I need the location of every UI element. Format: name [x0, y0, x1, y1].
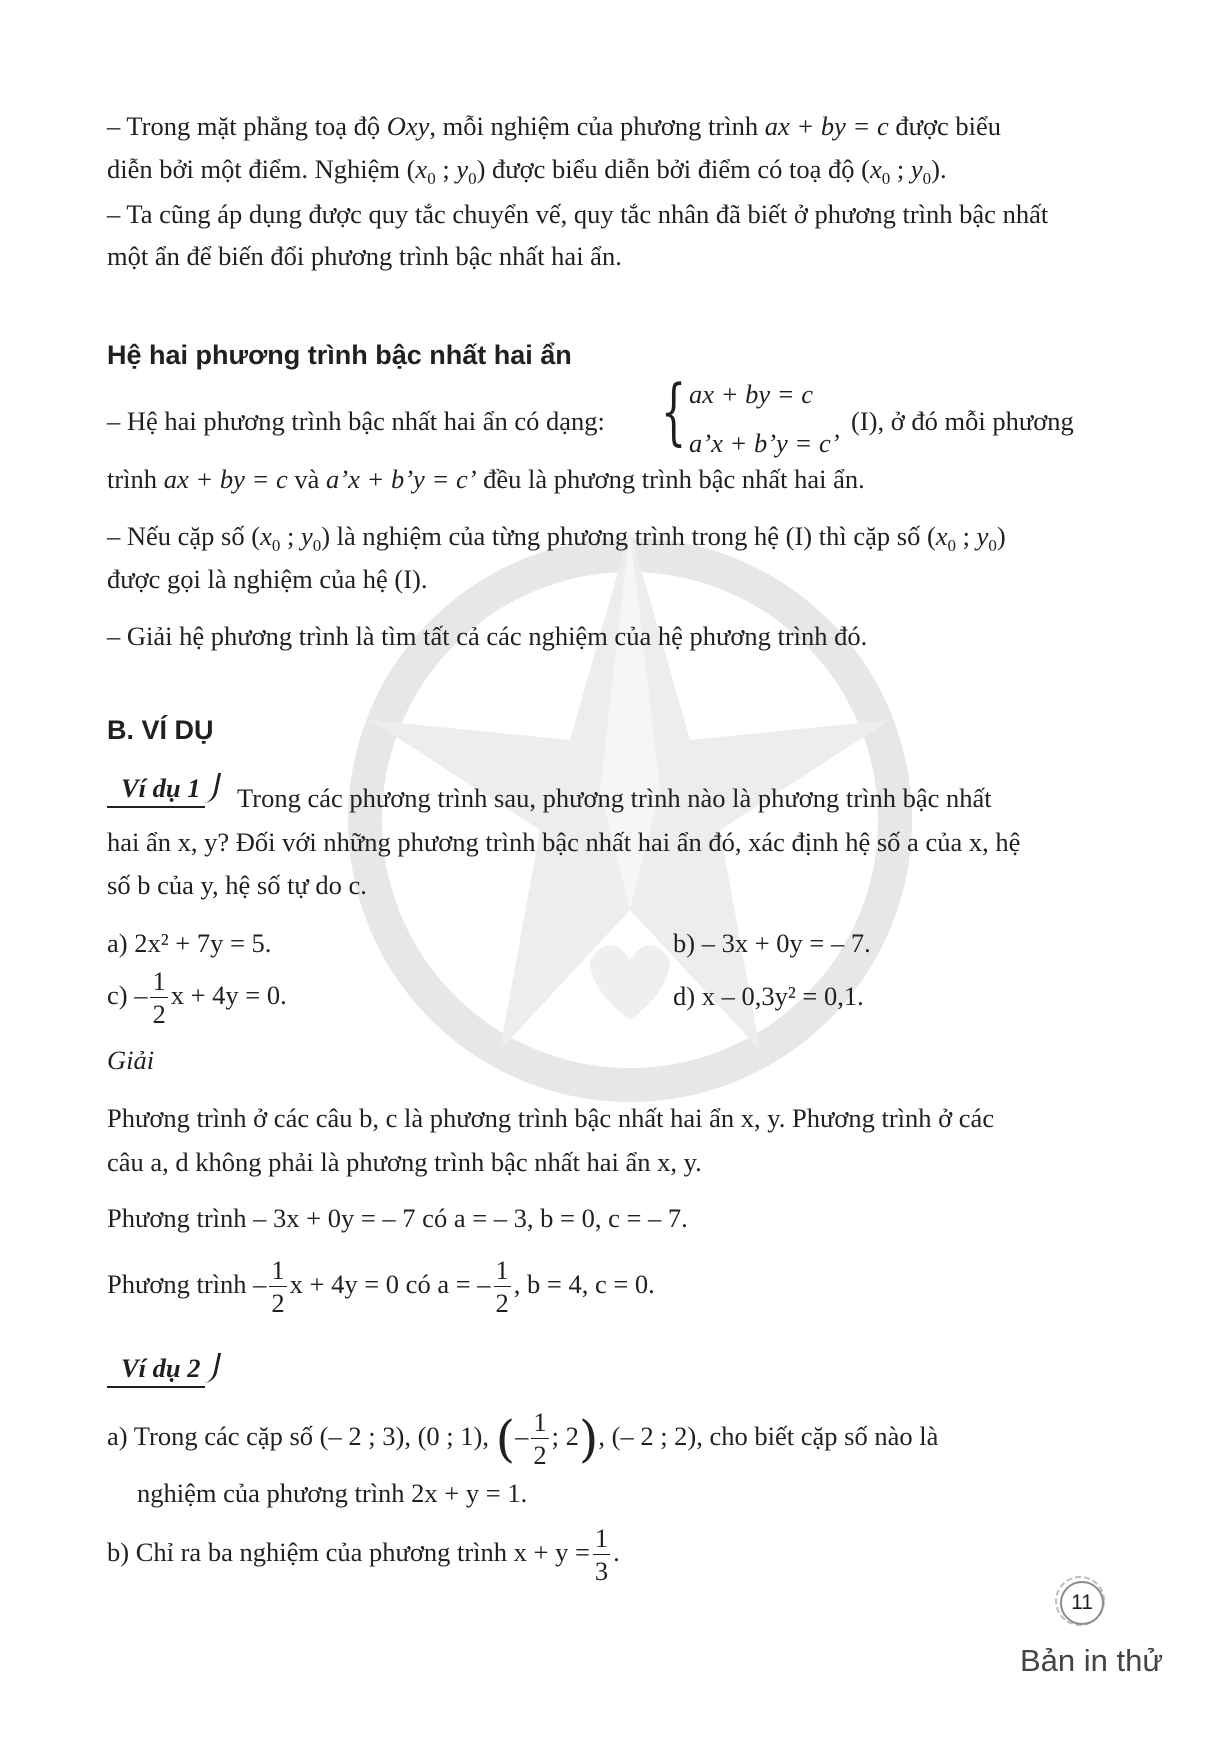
example-1-label: Ví dụ 1: [107, 773, 218, 808]
fraction-one-half: $\frac{1}{2}$: [152, 965, 166, 1030]
example-1-item-a: a) 2x² + 7y = 5.: [107, 928, 272, 958]
example-2-item-a: a) Trong các cặp số (– 2 ; 3), (0 ; 1), (– $\frac{1}{2}$ ; 2), (– 2 ; 2), cho biết cặp số nào là: [107, 1406, 939, 1471]
example-2-label: Ví dụ 2: [107, 1353, 218, 1388]
intro-line-3: – Ta cũng áp dụng được quy tắc chuyển vế, quy tắc nhân đã biết ở phương trình bậc nhất: [107, 199, 1049, 229]
system-line-2: trình ax + by = c và a’x + b’y = c’ đều là phương trình bậc nhất hai ẩn.: [107, 464, 865, 494]
solution-line-1: Phương trình ở các câu b, c là phương trình bậc nhất hai ẩn x, y. Phương trình ở các: [107, 1103, 995, 1133]
draft-label: Bản in thử: [1020, 1643, 1164, 1678]
example-1-text-2: hai ẩn x, y? Đối với những phương trình bậc nhất hai ẩn đó, xác định hệ số a của x, hệ: [107, 827, 1021, 857]
system-line-4: được gọi là nghiệm của hệ (I).: [107, 564, 428, 594]
system-definition-line: – Hệ hai phương trình bậc nhất hai ẩn có dạng:: [107, 406, 605, 436]
system-brace: {: [661, 369, 687, 453]
example-1-item-d: d) x – 0,3y² = 0,1.: [673, 981, 864, 1011]
solution-line-2: câu a, d không phải là phương trình bậc nhất hai ẩn x, y.: [107, 1147, 702, 1177]
example-2-item-a-line-2: nghiệm của phương trình 2x + y = 1.: [137, 1478, 528, 1508]
solution-line-3: Phương trình – 3x + 0y = – 7 có a = – 3, b = 0, c = – 7.: [107, 1203, 688, 1233]
system-line-5: – Giải hệ phương trình là tìm tất cả các nghiệm của hệ phương trình đó.: [107, 621, 868, 651]
section-heading-examples: B. VÍ DỤ: [107, 715, 214, 745]
system-line-3: – Nếu cặp số ($x_0$ ; $y_0$) là nghiệm của từng phương trình trong hệ (I) thì cặp số ($x_0$ ; $y_0$): [107, 521, 1006, 555]
solution-line-4: Phương trình – $\frac{1}{2}$ x + 4y = 0 có a = – $\frac{1}{2}$ , b = 4, c = 0.: [107, 1254, 655, 1319]
system-eq-1: ax + by = c: [689, 379, 814, 409]
example-2-item-b: b) Chỉ ra ba nghiệm của phương trình x + y = $\frac{1}{3}$ .: [107, 1522, 620, 1587]
system-label: (I), ở đó mỗi phương: [851, 406, 1074, 436]
example-1-text-3: số b của y, hệ số tự do c.: [107, 870, 367, 900]
intro-line-4: một ẩn để biến đổi phương trình bậc nhất hai ẩn.: [107, 241, 622, 271]
section-heading-system: Hệ hai phương trình bậc nhất hai ẩn: [107, 340, 572, 370]
intro-line-1: – Trong mặt phẳng toạ độ Oxy, mỗi nghiệm của phương trình ax + by = c được biểu: [107, 111, 1002, 141]
solution-label: Giải: [107, 1045, 155, 1075]
example-1-item-b: b) – 3x + 0y = – 7.: [673, 928, 871, 958]
example-1-item-c: c) – $\frac{1}{2}$ x + 4y = 0.: [107, 965, 287, 1030]
intro-line-2: diễn bởi một điểm. Nghiệm ($x_0$ ; $y_0$) được biểu diễn bởi điểm có toạ độ ($x_0$ ; $y_0$).: [107, 154, 947, 188]
example-1-text-1: Trong các phương trình sau, phương trình nào là phương trình bậc nhất: [237, 783, 992, 813]
system-eq-2: a’x + b’y = c’: [689, 428, 840, 458]
page-number: 11: [1060, 1581, 1104, 1625]
